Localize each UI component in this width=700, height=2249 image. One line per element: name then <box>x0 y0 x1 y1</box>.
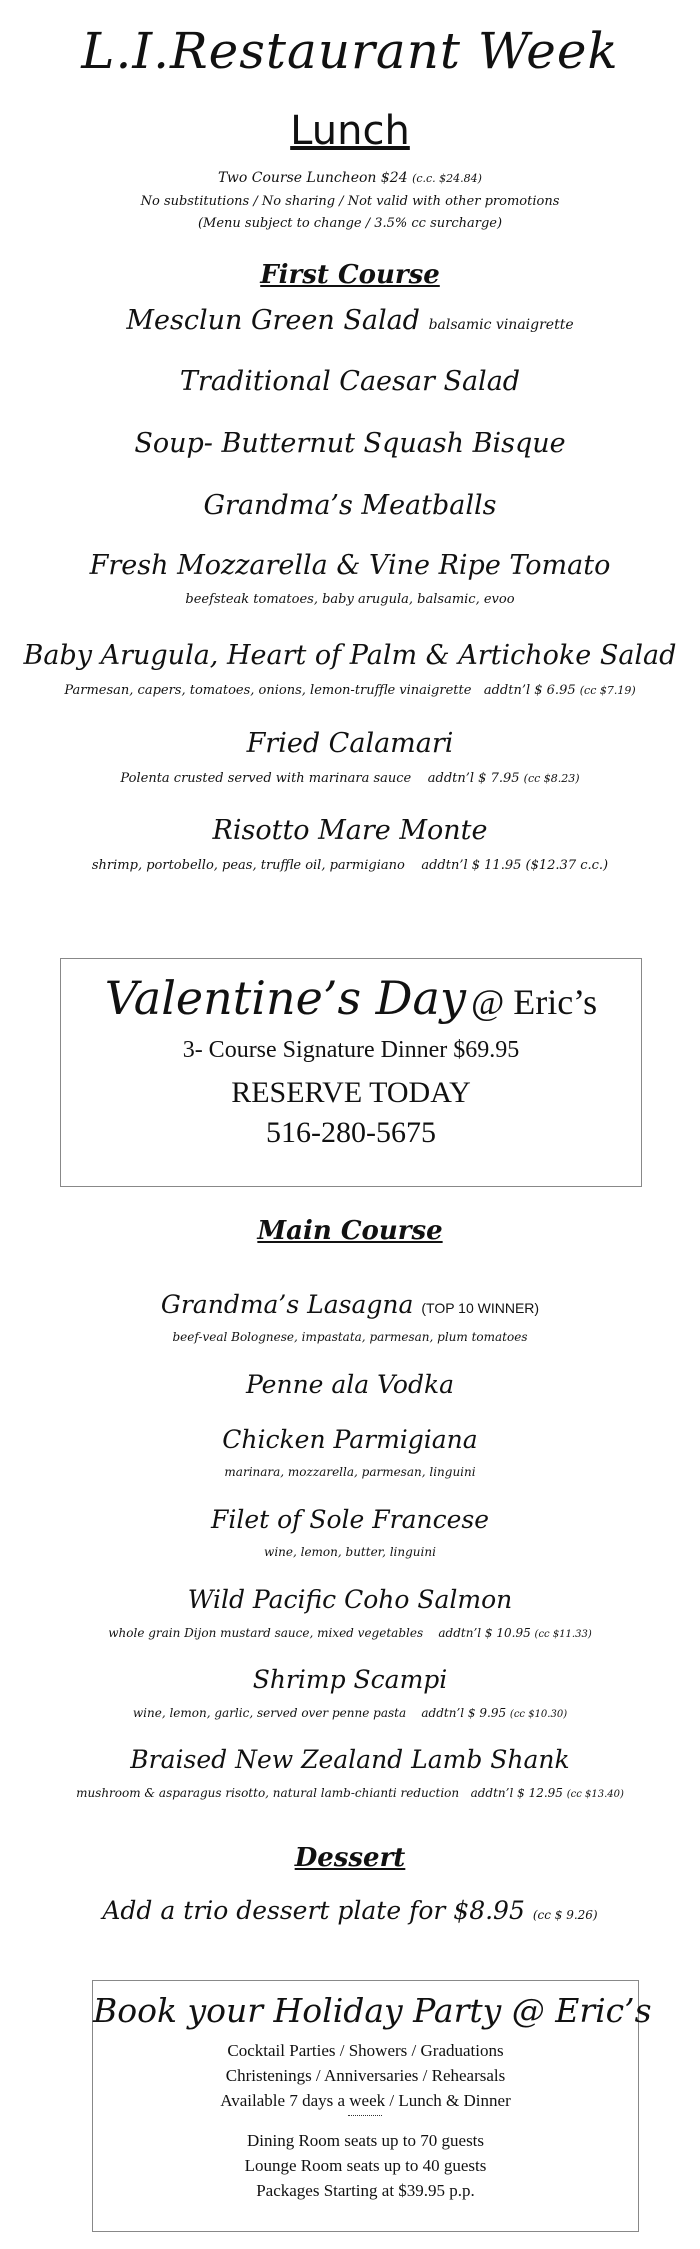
holiday-line: Available 7 days a week / Lunch & Dinner <box>220 2091 511 2110</box>
item-desc-line <box>0 1706 700 1720</box>
item-desc: whole grain Dijon mustard sauce, mixed vegetables <box>108 1626 424 1640</box>
item-badge: (TOP 10 WINNER) <box>421 1300 540 1316</box>
first-course-heading: First Course <box>260 260 440 290</box>
item-cc: (cc $13.40) <box>566 1789 624 1800</box>
valentine-offer: 3- Course Signature Dinner $69.95 <box>182 1037 520 1063</box>
main-course-item: Penne ala Vodka <box>245 1370 455 1399</box>
valentine-title <box>61 971 641 1025</box>
item-cc: (cc $11.33) <box>534 1629 592 1640</box>
item-addtl: addtn’l $ 10.95 <box>438 1626 531 1640</box>
first-course-item: Traditional Caesar Salad <box>179 366 521 397</box>
first-course-item: Grandma’s Meatballs <box>203 490 497 521</box>
first-course-item: Baby Arugula, Heart of Palm & Artichoke Salad <box>23 640 677 671</box>
item-name: Grandma’s Lasagna <box>160 1290 414 1319</box>
price-text: Two Course Luncheon $24 <box>218 170 408 186</box>
item-desc: beef-veal Bolognese, impastata, parmesan, plum tomatoes <box>172 1330 528 1344</box>
item-desc: beefsteak tomatoes, baby arugula, balsamic, evoo <box>185 592 515 607</box>
valentine-title-suffix: @ Eric’s <box>471 982 598 1022</box>
item-desc: wine, lemon, garlic, served over penne pasta <box>132 1706 407 1720</box>
main-course-item <box>0 1290 700 1319</box>
main-course-item: Shrimp Scampi <box>252 1665 448 1694</box>
dessert-cc: (cc $ 9.26) <box>532 1908 598 1922</box>
holiday-line: Christenings / Anniversaries / Rehearsals <box>225 2066 506 2085</box>
valentine-ad <box>60 958 642 1187</box>
item-cc: (cc $7.19) <box>579 684 636 697</box>
item-addtl: addtn’l $ 9.95 <box>421 1706 507 1720</box>
item-addtl: addtn’l $ 12.95 <box>470 1786 563 1800</box>
price-cc: (c.c. $24.84) <box>412 172 482 185</box>
main-course-item: Chicken Parmigiana <box>222 1425 478 1454</box>
item-desc-line <box>0 771 700 786</box>
item-name: Mesclun Green Salad <box>126 305 420 336</box>
item-cc: (cc $8.23) <box>523 772 580 785</box>
valentine-script-title: Valentine’s Day <box>104 971 466 1025</box>
item-cc: ($12.37 c.c.) <box>525 858 609 873</box>
first-course-item: Soup- Butternut Squash Bisque <box>134 428 566 459</box>
item-desc: Polenta crusted served with marinara sauce <box>120 771 412 786</box>
first-course-item: Fresh Mozzarella & Vine Ripe Tomato <box>89 550 611 581</box>
first-course-item: Risotto Mare Monte <box>212 815 488 846</box>
main-course-item: Braised New Zealand Lamb Shank <box>130 1745 570 1774</box>
item-desc: mushroom & asparagus risotto, natural lamb-chianti reduction <box>76 1786 460 1800</box>
item-desc-line <box>0 1626 700 1640</box>
item-desc-line <box>0 683 700 698</box>
dessert-heading: Dessert <box>294 1843 406 1873</box>
dessert-line <box>0 1896 700 1925</box>
menu-subtitle: Lunch <box>290 108 410 154</box>
item-desc-line <box>0 858 700 873</box>
item-desc: Parmesan, capers, tomatoes, onions, lemon-truffle vinaigrette <box>64 683 472 698</box>
item-desc: wine, lemon, butter, linguini <box>264 1545 436 1559</box>
dotted-divider <box>348 2115 382 2116</box>
item-desc-line <box>0 1786 700 1800</box>
first-course-item <box>0 305 700 336</box>
holiday-title: Book your Holiday Party @ Eric’s <box>93 1991 652 2030</box>
main-course-heading: Main Course <box>257 1216 443 1246</box>
item-inline-desc: balsamic vinaigrette <box>428 317 574 333</box>
item-desc: shrimp, portobello, peas, truffle oil, parmigiano <box>91 858 405 873</box>
valentine-phone[interactable]: 516-280-5675 <box>266 1116 436 1149</box>
item-addtl: addtn’l $ 7.95 <box>427 771 520 786</box>
item-desc: marinara, mozzarella, parmesan, linguini <box>224 1465 476 1479</box>
holiday-party-ad <box>92 1980 652 2232</box>
holiday-line: Dining Room seats up to 70 guests <box>246 2131 485 2150</box>
holiday-line: Cocktail Parties / Showers / Graduations <box>227 2041 504 2060</box>
main-course-item: Filet of Sole Francese <box>210 1505 489 1534</box>
holiday-line: Packages Starting at $39.95 p.p. <box>256 2181 475 2200</box>
notice-text: (Menu subject to change / 3.5% cc surcharge) <box>197 216 503 231</box>
item-addtl: addtn’l $ 6.95 <box>483 683 576 698</box>
holiday-line: Lounge Room seats up to 40 guests <box>244 2156 487 2175</box>
menu-title: L.I.Restaurant Week <box>81 22 619 80</box>
dessert-text: Add a trio dessert plate for $8.95 <box>102 1896 525 1925</box>
item-addtl: addtn’l $ 11.95 <box>421 858 522 873</box>
rules-text: No substitutions / No sharing / Not valid with other promotions <box>140 194 560 209</box>
valentine-cta: RESERVE TODAY <box>231 1076 471 1109</box>
first-course-item: Fried Calamari <box>246 728 454 759</box>
price-line <box>0 170 700 186</box>
main-course-item: Wild Pacific Coho Salmon <box>187 1585 513 1614</box>
item-cc: (cc $10.30) <box>509 1709 568 1720</box>
